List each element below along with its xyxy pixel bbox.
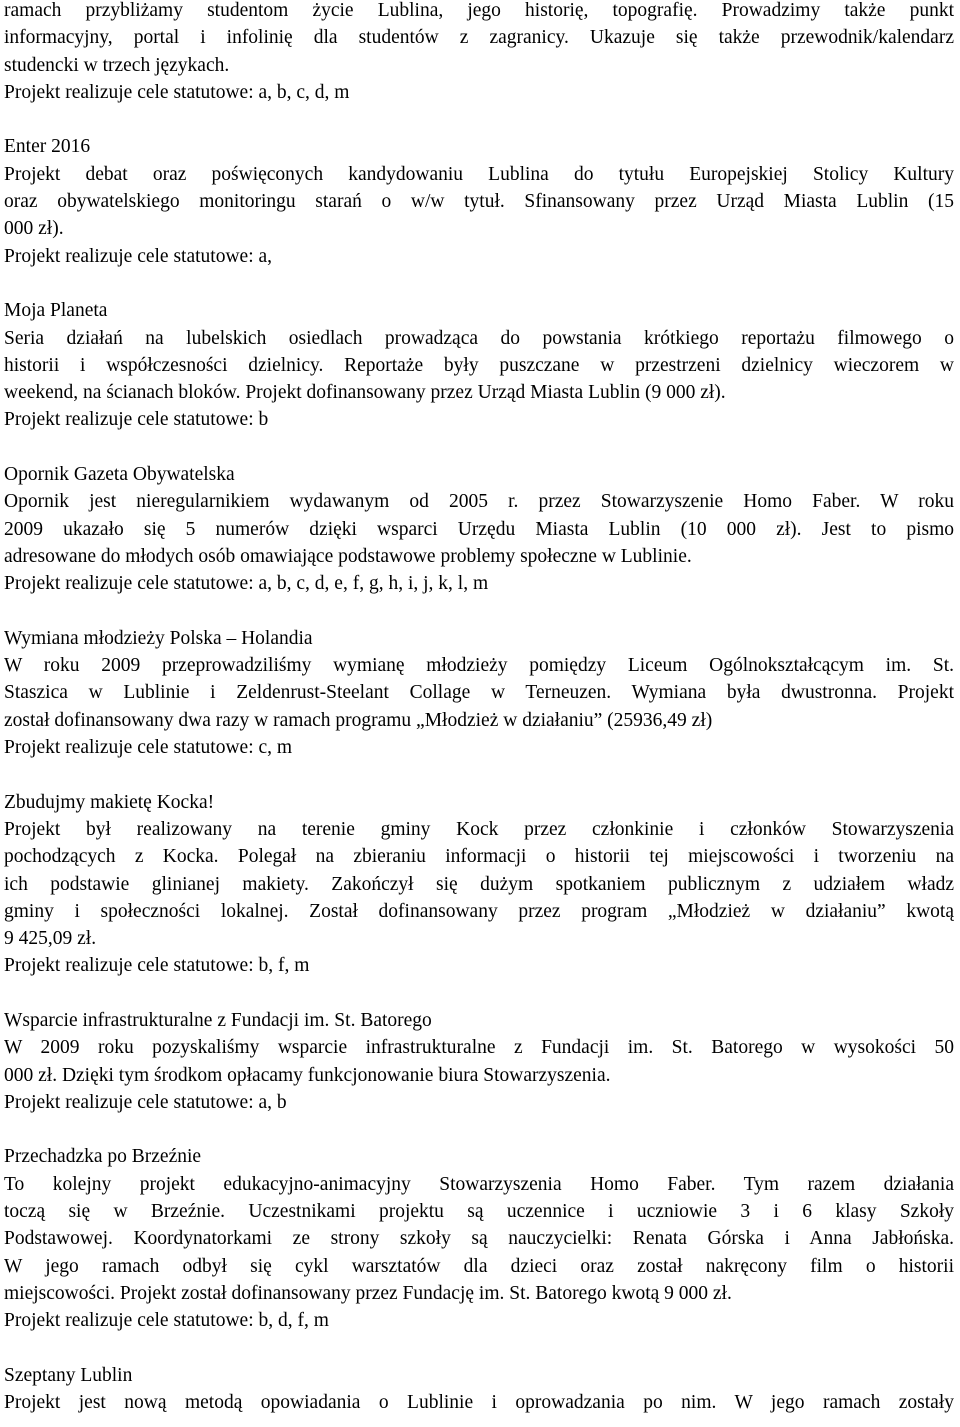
project-title: Przechadzka po Brzeźnie — [4, 1146, 202, 1168]
spacer — [4, 1116, 954, 1143]
body-line: Projekt debat oraz poświęconych kandydowaniu Lublina do tytułu Europejskiej Stolicy Kultury — [4, 163, 954, 185]
body-line: historii i współczesności dzielnicy. Reportaże były puszczane w przestrzeni dzielnicy wieczorem w — [4, 354, 954, 376]
body-line: weekend, na ścianach bloków. Projekt dofinansowany przez Urząd Miasta Lublin (9 000 zł). — [4, 382, 726, 404]
body-line: adresowane do młodych osób omawiające podstawowe problemy społeczne w Lublinie. — [4, 545, 692, 567]
body-line: ich podstawie glinianej makiety. Zakończył się dużym spotkaniem publicznym z udziałem władz — [4, 873, 954, 895]
body-line: gminy i społeczności lokalnej. Został dofinansowany przez program „Młodzież w działaniu” kwotą — [4, 900, 954, 922]
statutory-goals: Projekt realizuje cele statutowe: b, f, m — [4, 955, 310, 977]
project-enter-2016 — [4, 133, 954, 269]
body-line: 9 425,09 zł. — [4, 928, 97, 950]
project-title: Wymiana młodzieży Polska – Holandia — [4, 627, 313, 649]
statutory-goals: Projekt realizuje cele statutowe: a, b, c, d, e, f, g, h, i, j, k, l, m — [4, 573, 489, 595]
body-line: oraz obywatelskiego monitoringu starań o w/w tytuł. Sfinansowany przez Urząd Miasta Lublin (15 — [4, 191, 954, 213]
spacer — [4, 761, 954, 788]
body-line: W 2009 roku pozyskaliśmy wsparcie infrastrukturalne z Fundacji im. St. Batorego w wysokości 50 — [4, 1037, 954, 1059]
project-title: Enter 2016 — [4, 136, 91, 158]
project-przechadzka-brzezno — [4, 1143, 954, 1334]
body-line: informacyjny, portal i infolinię dla studentów z zagranicy. Ukazuje się także przewodnik/kalendarz — [4, 27, 954, 49]
project-makieta-kocka — [4, 789, 954, 980]
statutory-goals: Projekt realizuje cele statutowe: b, d, f, m — [4, 1310, 329, 1332]
project-moja-planeta — [4, 297, 954, 433]
project-szeptany-lublin — [4, 1362, 954, 1417]
project-opornik — [4, 461, 954, 597]
spacer — [4, 434, 954, 461]
project-title: Moja Planeta — [4, 300, 108, 322]
statutory-goals: Projekt realizuje cele statutowe: a, b — [4, 1091, 287, 1113]
body-line: W roku 2009 przeprowadziliśmy wymianę młodzieży pomiędzy Liceum Ogólnokształcącym im. St. — [4, 655, 954, 677]
spacer — [4, 598, 954, 625]
body-line: toczą się w Brzeźnie. Uczestnikami projektu są uczennice i uczniowie 3 i 6 klasy Szkoły — [4, 1201, 954, 1223]
project-wymiana-mlodziezy — [4, 625, 954, 761]
body-line: Podstawowej. Koordynatorkami ze strony szkoły są nauczycielki: Renata Górska i Anna Jabłońska. — [4, 1228, 954, 1250]
statutory-goals: Projekt realizuje cele statutowe: a, — [4, 245, 273, 267]
spacer — [4, 1335, 954, 1362]
body-line: Opornik jest nieregularnikiem wydawanym od 2005 r. przez Stowarzyszenie Homo Faber. W roku — [4, 491, 954, 513]
body-line: 000 zł. Dzięki tym środkom opłacamy funkcjonowanie biura Stowarzyszenia. — [4, 1064, 611, 1086]
body-line: został dofinansowany dwa razy w ramach programu „Młodzież w działaniu” (25936,49 zł) — [4, 709, 713, 731]
project-wsparcie-batorego — [4, 1007, 954, 1116]
spacer — [4, 980, 954, 1007]
body-line: pochodzących z Kocka. Polegał na zbieraniu informacji o historii tej miejscowości i tworzeniu na — [4, 846, 954, 868]
body-line: Seria działań na lubelskich osiedlach prowadząca do powstania krótkiego reportażu filmowego o — [4, 327, 954, 349]
body-line: ramach przybliżamy studentom życie Lublina, jego historię, topografię. Prowadzimy także punkt — [4, 0, 954, 21]
body-line: Projekt jest nową metodą opowiadania o Lublinie i oprowadzania po nim. W jego ramach zostały — [4, 1392, 954, 1414]
body-line: miejscowości. Projekt został dofinansowany przez Fundację im. St. Batorego kwotą 9 000 zł. — [4, 1282, 732, 1304]
body-line: To kolejny projekt edukacyjno-animacyjny Stowarzyszenia Homo Faber. Tym razem działania — [4, 1173, 954, 1195]
body-line: Staszica w Lublinie i Zeldenrust-Steelant Collage w Terneuzen. Wymiana była dwustronna. Projekt — [4, 682, 954, 704]
project-title: Szeptany Lublin — [4, 1364, 133, 1386]
project-title: Opornik Gazeta Obywatelska — [4, 464, 235, 486]
body-line: 000 zł). — [4, 218, 64, 240]
project-title: Zbudujmy makietę Kocka! — [4, 791, 215, 813]
project-title: Wsparcie infrastrukturalne z Fundacji im. St. Batorego — [4, 1009, 432, 1031]
statutory-goals: Projekt realizuje cele statutowe: b — [4, 409, 269, 431]
body-line: W jego ramach odbył się cykl warsztatów dla dzieci oraz został nakręcony film o historii — [4, 1255, 954, 1277]
document-page — [4, 0, 954, 1416]
body-line: 2009 ukazało się 5 numerów dzięki wsparci Urzędu Miasta Lublin (10 000 zł). Jest to pismo — [4, 518, 954, 540]
intro-section — [4, 0, 954, 106]
body-line: Projekt był realizowany na terenie gminy Kock przez członkinie i członków Stowarzyszenia — [4, 818, 954, 840]
spacer — [4, 270, 954, 297]
statutory-goals: Projekt realizuje cele statutowe: a, b, c, d, m — [4, 81, 350, 103]
spacer — [4, 106, 954, 133]
body-line: studencki w trzech językach. — [4, 54, 230, 76]
statutory-goals: Projekt realizuje cele statutowe: c, m — [4, 737, 293, 759]
